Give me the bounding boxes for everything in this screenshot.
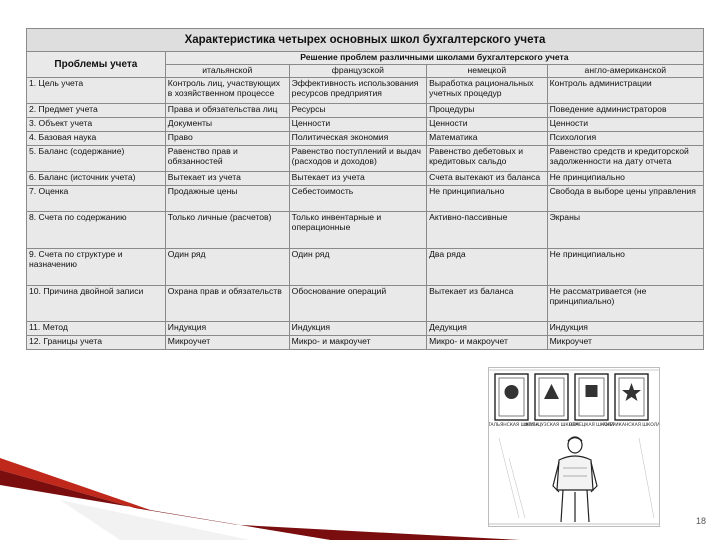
table-cell: Равенство дебетовых и кредитовых сальдо <box>427 145 548 171</box>
table-row <box>27 248 704 285</box>
school-italian: итальянской <box>165 65 289 78</box>
table-cell: Политическая экономия <box>289 131 426 145</box>
table-cell: Ресурсы <box>289 104 426 118</box>
viewer-figure <box>553 437 597 522</box>
problem-cell: 1. Цель учета <box>27 78 166 104</box>
american-school-frame <box>603 374 659 428</box>
table-cell: Индукция <box>289 322 426 336</box>
table-row <box>27 118 704 132</box>
frame-label: АМЕРИКАНСКАЯ ШКОЛА <box>602 423 659 428</box>
table-row <box>27 212 704 249</box>
problem-cell: 4. Базовая наука <box>27 131 166 145</box>
table-cell: Эффективность использования ресурсов предприятия <box>289 78 426 104</box>
problem-cell: 10. Причина двойной записи <box>27 285 166 322</box>
schools-table <box>26 28 704 350</box>
solutions-header: Решение проблем различными школами бухгалтерского учета <box>165 52 703 65</box>
table-row <box>27 145 704 171</box>
table-row <box>27 322 704 336</box>
table-cell: Дедукция <box>427 322 548 336</box>
table-cell: Документы <box>165 118 289 132</box>
table-cell: Продажные цены <box>165 185 289 211</box>
table-row <box>27 131 704 145</box>
table-cell: Микро- и макроучет <box>427 336 548 350</box>
table-row <box>27 185 704 211</box>
problem-cell: 6. Баланс (источник учета) <box>27 172 166 186</box>
problem-cell: 12. Границы учета <box>27 336 166 350</box>
table-cell: Ценности <box>427 118 548 132</box>
table-cell: Индукция <box>165 322 289 336</box>
table-cell: Вытекает из баланса <box>427 285 548 322</box>
table-cell: Только инвентарные и операционные <box>289 212 426 249</box>
table-row <box>27 285 704 322</box>
square-icon <box>586 385 598 397</box>
table-cell: Микроучет <box>547 336 703 350</box>
table-cell: Ценности <box>547 118 703 132</box>
school-french: французской <box>289 65 426 78</box>
table-cell: Только личные (расчетов) <box>165 212 289 249</box>
table-cell: Микроучет <box>165 336 289 350</box>
table-cell: Охрана прав и обязательств <box>165 285 289 322</box>
table-cell: Не принципиально <box>547 172 703 186</box>
table-cell: Два ряда <box>427 248 548 285</box>
school-german: немецкой <box>427 65 548 78</box>
german-school-frame <box>569 374 615 428</box>
table-cell: Один ряд <box>289 248 426 285</box>
table-cell: Равенство средств и кредиторской задолженности на дату отчета <box>547 145 703 171</box>
table-cell: Ценности <box>289 118 426 132</box>
table-cell: Права и обязательства лиц <box>165 104 289 118</box>
table-cell: Не принципиально <box>547 248 703 285</box>
table-cell: Поведение администраторов <box>547 104 703 118</box>
slide-decoration <box>0 440 520 540</box>
french-school-frame <box>524 374 579 428</box>
table-cell: Математика <box>427 131 548 145</box>
problem-cell: 3. Объект учета <box>27 118 166 132</box>
table-row <box>27 336 704 350</box>
problem-cell: 9. Счета по структуре и назначению <box>27 248 166 285</box>
circle-icon <box>505 385 519 399</box>
frame-label: ФРАНЦУЗСКАЯ ШКОЛА <box>524 423 579 428</box>
school-anglo-american: англо-американской <box>547 65 703 78</box>
table-cell: Психология <box>547 131 703 145</box>
problem-cell: 11. Метод <box>27 322 166 336</box>
problem-cell: 5. Баланс (содержание) <box>27 145 166 171</box>
table-cell: Обоснование операций <box>289 285 426 322</box>
problem-cell: 8. Счета по содержанию <box>27 212 166 249</box>
table-cell: Индукция <box>547 322 703 336</box>
frame-label: НЕМЕЦКАЯ ШКОЛА <box>568 423 615 428</box>
table-cell: Выработка рациональных учетных процедур <box>427 78 548 104</box>
table-cell: Микро- и макроучет <box>289 336 426 350</box>
table-cell: Вытекает из учета <box>289 172 426 186</box>
table-row <box>27 104 704 118</box>
table-cell: Равенство прав и обязанностей <box>165 145 289 171</box>
table-cell: Вытекает из учета <box>165 172 289 186</box>
table-cell: Не рассматривается (не принципиально) <box>547 285 703 322</box>
table-cell: Контроль администрации <box>547 78 703 104</box>
frame-label: ИТАЛЬЯНСКАЯ ШКОЛА <box>489 423 539 428</box>
table-cell: Не принципиально <box>427 185 548 211</box>
problem-cell: 2. Предмет учета <box>27 104 166 118</box>
table-row <box>27 172 704 186</box>
table-cell: Право <box>165 131 289 145</box>
italian-school-frame <box>489 374 539 428</box>
table-cell: Равенство поступлений и выдач (расходов и доходов) <box>289 145 426 171</box>
table-cell: Один ряд <box>165 248 289 285</box>
table-cell: Процедуры <box>427 104 548 118</box>
table-cell: Экраны <box>547 212 703 249</box>
table-cell: Активно-пассивные <box>427 212 548 249</box>
problem-cell: 7. Оценка <box>27 185 166 211</box>
schools-table-image <box>26 28 704 350</box>
table-cell: Свобода в выборе цены управления <box>547 185 703 211</box>
table-row <box>27 78 704 104</box>
problems-header: Проблемы учета <box>27 52 166 78</box>
table-cell: Счета вытекают из баланса <box>427 172 548 186</box>
page-number: 18 <box>695 516 706 526</box>
table-cell: Себестоимость <box>289 185 426 211</box>
table-cell: Контроль лиц, участвующих в хозяйственном процессе <box>165 78 289 104</box>
table-title: Характеристика четырех основных школ бухгалтерского учета <box>27 29 704 52</box>
